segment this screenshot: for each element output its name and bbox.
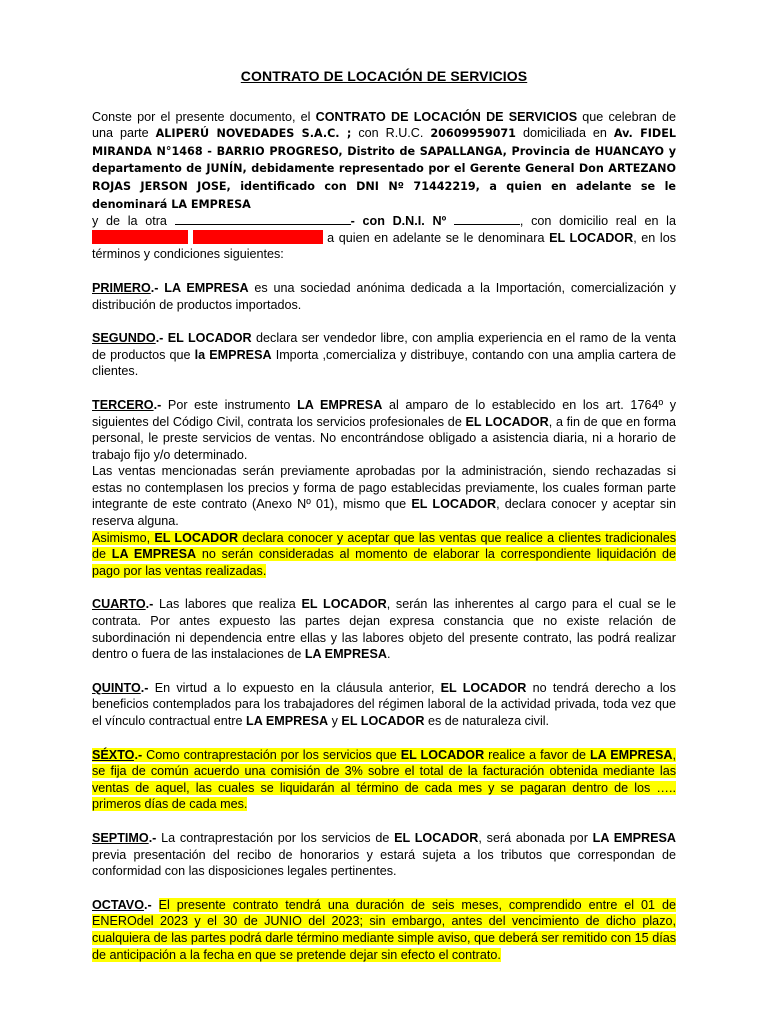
intro-text: , en los términos y condiciones siguientes:: [92, 230, 676, 262]
clause-text: previa presentación del recibo de honorarios y estará sujeta a los tributos que correspondan de conformidad con las disposiciones legales pertinentes.: [92, 847, 676, 879]
empresa-term: LA EMPRESA: [246, 714, 329, 728]
highlighted-text: Como contraprestación por los servicios que: [146, 747, 401, 762]
clause-heading: OCTAVO: [92, 897, 145, 912]
clause-text: Las ventas mencionadas serán previamente aprobadas por la administración, siendo rechazadas si estas no contemplasen los precios y forma de pago establecidas previamente, los cuales forman parte integrante de este contrato (Anexo Nº 01), mismo que: [92, 464, 676, 512]
clause-heading: PRIMERO: [92, 280, 151, 295]
clause-text: no tendrá derecho a los beneficios contemplados para los trabajadores del régimen laboral de la actividad privada, toda vez que el vínculo contractual entre: [92, 680, 676, 728]
locador-term: EL LOCADOR: [400, 747, 485, 762]
intro-text: Conste por el presente documento, el: [92, 109, 316, 124]
intro-paragraph: [92, 109, 676, 263]
empresa-term: LA EMPRESA: [111, 547, 197, 562]
company-name: ALIPERÚ NOVEDADES S.A.C. ;: [155, 127, 352, 141]
clause-separator: .-: [153, 397, 168, 412]
clause-tercero: [92, 397, 676, 463]
clause-text: .: [386, 647, 391, 662]
locador-term: EL LOCADOR: [394, 830, 479, 845]
locador-term: EL LOCADOR: [154, 530, 239, 545]
clause-tercero-p3: [92, 530, 676, 580]
clause-separator: .-: [134, 747, 147, 762]
clause-text: al amparo de lo establecido en los art. 1764º y siguientes del Código Civil, contrata los servicios profesionales de: [92, 397, 676, 429]
locador-term: EL LOCADOR: [301, 597, 387, 612]
clause-separator: .-: [148, 830, 162, 845]
clause-cuarto: [92, 596, 676, 662]
clause-heading: QUINTO: [92, 680, 141, 695]
redacted-address-block: [193, 230, 323, 244]
clause-text: La contraprestación por los servicios de: [161, 830, 395, 845]
intro-text: domiciliada en: [515, 126, 614, 141]
empresa-term: LA EMPRESA: [304, 647, 387, 662]
clause-text: Las labores que realiza: [159, 597, 302, 612]
clause-separator: .-: [150, 280, 165, 295]
clause-heading: CUARTO: [92, 597, 146, 612]
clause-septimo: [92, 830, 676, 880]
highlighted-text: , se fija de común acuerdo una comisión de 3% sobre el total de la facturación obtenida mediante las ventas de aquel, las cuales se liquidarán al término de cada mes y se pagaran dentro de los ….. primeros días de cada mes.: [92, 747, 677, 812]
intro-text: , con domicilio real en la: [519, 214, 676, 229]
empresa-term: LA EMPRESA: [592, 830, 676, 845]
locador-term: EL LOCADOR: [440, 680, 527, 695]
empresa-term: LA EMPRESA: [164, 280, 249, 295]
clause-text: Por este instrumento: [167, 397, 298, 412]
clause-text: Importa ,comercializa y distribuye, contando con una amplia cartera de clientes.: [92, 347, 676, 379]
document-title: CONTRATO DE LOCACIÓN DE SERVICIOS: [240, 68, 528, 84]
highlighted-text: Asimismo,: [92, 530, 155, 545]
clause-text: y: [328, 714, 342, 728]
clause-separator: .-: [145, 597, 160, 612]
name-blank-line: [175, 213, 351, 225]
highlighted-text: realice a favor de: [484, 747, 590, 762]
clause-tercero-p2: [92, 463, 676, 529]
clause-octavo: [92, 897, 676, 963]
clause-text: , serán las inherentes al cargo para el cual se le contrata. Por antes expuesto las partes dejan expresa constancia que no existe relación de subordinación ni dependencia entre ellas y las labores objeto del presente contrato, las podrá realizar dentro o fuera de las instalaciones de: [92, 597, 677, 662]
highlighted-text: no serán consideradas al momento de elaborar la correspondiente liquidación de pago por las ventas realizadas.: [92, 547, 676, 578]
clause-text: es una sociedad anónima dedicada a la Importación, comercialización y distribución de productos importados.: [92, 280, 676, 312]
locador-term: EL LOCADOR: [411, 497, 497, 512]
clause-quinto: [92, 680, 676, 730]
clause-sexto: [92, 747, 676, 813]
contract-name: CONTRATO DE LOCACIÓN DE SERVICIOS: [315, 109, 578, 124]
locador-term: EL LOCADOR: [549, 230, 634, 245]
redacted-address-block: [92, 230, 188, 244]
intro-text: que celebran de una parte: [92, 109, 676, 141]
clause-primero: [92, 280, 676, 313]
intro-text: con R.U.C.: [351, 126, 431, 141]
clause-text: , a fin de que en forma personal, le preste servicios de ventas. No encontrándose obligado a asistencia diaria, ni a horario de trabajo fijo y/o determinado.: [92, 414, 676, 462]
clause-text: es de naturaleza civil.: [424, 714, 550, 728]
clause-text: declara ser vendedor libre, con amplia experiencia en el ramo de la venta de productos que: [92, 331, 676, 362]
intro-text: a quien en adelante se le denominara: [322, 230, 550, 245]
company-address: Av. FIDEL MIRANDA N°1468 - BARRIO PROGRESO, Distrito de SAPALLANGA, Provincia de HUANCAYO y departamento de JUNÍN, debidamente representado por el Gerente General Don ARTEZANO ROJAS JERSON JOSE, identificado con DNI Nº 71442219, a quien en adelante se le denominará LA EMPRESA: [92, 127, 676, 211]
highlighted-text: El presente contrato tendrá una duración de seis meses, comprendido entre el 01 de ENEROdel 2023 y el 30 de JUNIO del 2023; sin embargo, antes del vencimiento de dicho plazo, cualquiera de las partes podrá darle término mediante simple aviso, que deberá ser remitido con 15 días de anticipación a la fecha en que se pretende dejar sin efecto el contrato.: [92, 897, 676, 962]
locador-term: EL LOCADOR: [167, 331, 252, 346]
clause-text: En virtud a lo expuesto en la cláusula anterior,: [154, 680, 441, 695]
highlighted-text: declara conocer y aceptar que las ventas que realice a clientes tradicionales de: [92, 530, 676, 562]
clause-text: , será abonada por: [478, 830, 593, 845]
empresa-term: LA EMPRESA: [297, 397, 383, 412]
clause-heading: SÉXTO: [92, 747, 135, 762]
clause-text: , declara conocer y aceptar sin reserva alguna.: [92, 497, 676, 529]
clause-separator: .-: [144, 897, 159, 912]
empresa-term: la EMPRESA: [194, 347, 272, 362]
company-ruc: 20609959071: [430, 127, 516, 141]
locador-term: EL LOCADOR: [341, 714, 425, 728]
clause-heading: SEPTIMO: [92, 830, 149, 845]
clause-segundo: [92, 330, 676, 380]
intro-text: y de la otra: [92, 214, 175, 229]
clause-separator: .-: [140, 680, 155, 695]
locador-term: EL LOCADOR: [465, 414, 549, 429]
dni-blank-line: [454, 213, 520, 225]
clause-separator: .-: [155, 331, 168, 346]
clause-heading: SEGUNDO: [92, 331, 156, 346]
intro-text: - con D.N.I. Nº: [350, 214, 454, 229]
empresa-term: LA EMPRESA: [589, 747, 673, 762]
clause-heading: TERCERO: [92, 397, 154, 412]
